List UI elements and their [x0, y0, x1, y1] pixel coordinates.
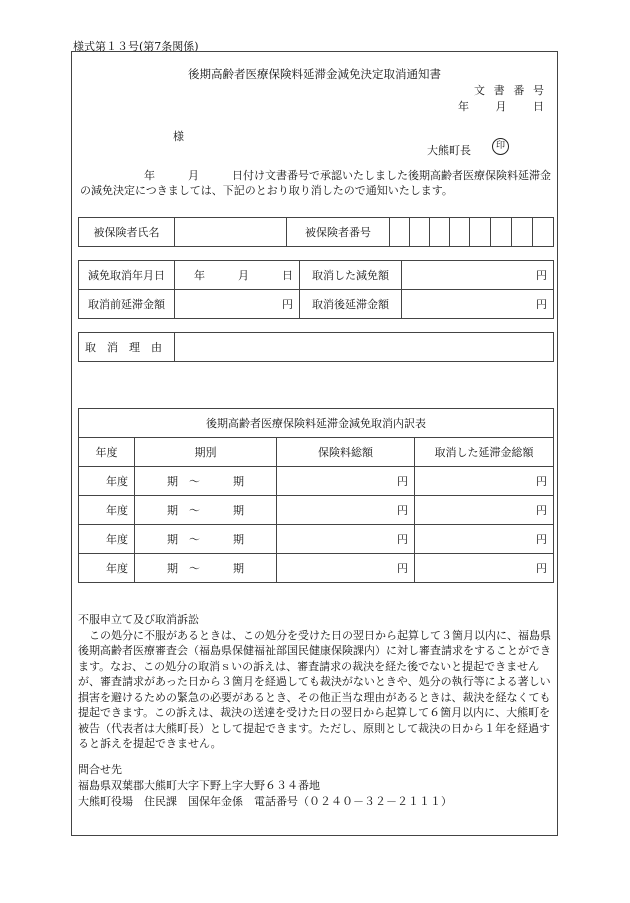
- seal-stamp: 印: [492, 138, 509, 155]
- insured-number-digit[interactable]: [533, 218, 554, 247]
- row-canceled[interactable]: 円: [415, 525, 554, 554]
- breakdown-row: [79, 496, 554, 525]
- appeal-notes: [78, 612, 553, 752]
- row-premium[interactable]: 円: [277, 525, 415, 554]
- row-period[interactable]: 期 ～ 期: [135, 554, 277, 583]
- appeal-body: この処分に不服があるときは、この処分を受けた日の翌日から起算して３箇月以内に、福島県後期高齢者医療審査会（福島県保健福祉部国民健康保険課内）に対し審査請求をすることができます。なお、この処分の取消ｓいの訴えは、審査請求の裁決を経た後でないと提起できませんが、審査請求があった日から３箇月を経過しても裁決がないときや、処分の執行等による著しい損害を避けるための緊急の必要があるとき、その他正当な理由があるときは、裁決を経なくても提起できます。この訴えは、裁決の送達を受けた日の翌日から起算して６箇月以内に、大熊町を被告（代表者は大熊町長）として提起できます。ただし、原則として裁決の日から１年を経過すると訴えを提起できません。: [78, 628, 551, 750]
- addressee-suffix: 様: [173, 130, 184, 143]
- contact-office: 大熊町役場 住民課 国保年金係 電話番号（０２４０－３２－２１１１）: [78, 795, 452, 808]
- breakdown-row: [79, 467, 554, 496]
- insured-number-digit[interactable]: [450, 218, 470, 247]
- breakdown-table: [78, 408, 554, 583]
- contact-address: 福島県双葉郡大熊町大字下野上字大野６３４番地: [78, 779, 320, 792]
- row-premium[interactable]: 円: [277, 496, 415, 525]
- intro-paragraph: 年 月 日付け文書番号で承認いたしました後期高齢者医療保険料延滞金の減免決定につきましては、下記のとおり取り消したので通知いたします。: [80, 169, 551, 197]
- row-premium[interactable]: 円: [277, 467, 415, 496]
- row-canceled[interactable]: 円: [415, 467, 554, 496]
- row-premium[interactable]: 円: [277, 554, 415, 583]
- canceled-amount-field[interactable]: 円: [402, 261, 554, 290]
- form-number: 様式第１３号(第7条関係): [73, 40, 199, 53]
- canceled-amount-label: 取消した減免額: [300, 261, 402, 290]
- document-number: 文 書 番 号: [474, 84, 544, 97]
- cancellation-date-label: 減免取消年月日: [79, 261, 175, 290]
- contact-info: [78, 762, 553, 810]
- row-canceled[interactable]: 円: [415, 496, 554, 525]
- after-amount-label: 取消後延滞金額: [300, 290, 402, 319]
- after-amount-field[interactable]: 円: [402, 290, 554, 319]
- notice-frame: [71, 51, 558, 836]
- insured-table: [78, 217, 554, 247]
- row-fiscal-year[interactable]: 年度: [79, 467, 135, 496]
- insured-number-digit[interactable]: [430, 218, 450, 247]
- cancellation-table: [78, 260, 554, 319]
- before-amount-label: 取消前延滞金額: [79, 290, 175, 319]
- cancellation-date-field[interactable]: 年 月 日: [175, 261, 300, 290]
- header-fiscal-year: 年度: [79, 438, 135, 467]
- row-period[interactable]: 期 ～ 期: [135, 467, 277, 496]
- header-period: 期別: [135, 438, 277, 467]
- row-period[interactable]: 期 ～ 期: [135, 496, 277, 525]
- appeal-heading: 不服申立て及び取消訴訟: [78, 613, 199, 626]
- insured-name-field[interactable]: [175, 218, 287, 247]
- header-premium-total: 保険料総額: [277, 438, 415, 467]
- insured-number-digit[interactable]: [512, 218, 533, 247]
- document-title: 後期高齢者医療保険料延滞金減免決定取消通知書: [188, 67, 441, 81]
- row-fiscal-year[interactable]: 年度: [79, 496, 135, 525]
- reason-field[interactable]: [175, 333, 554, 362]
- insured-number-label: 被保険者番号: [287, 218, 390, 247]
- reason-label: 取消理由: [79, 333, 175, 362]
- insured-number-digit[interactable]: [470, 218, 491, 247]
- row-period[interactable]: 期 ～ 期: [135, 525, 277, 554]
- insured-number-digit[interactable]: [390, 218, 410, 247]
- insured-number-digit[interactable]: [491, 218, 512, 247]
- insured-number-digit[interactable]: [410, 218, 430, 247]
- header-canceled-total: 取消した延滞金総額: [415, 438, 554, 467]
- row-fiscal-year[interactable]: 年度: [79, 525, 135, 554]
- row-fiscal-year[interactable]: 年度: [79, 554, 135, 583]
- document-date: 年 月 日: [458, 100, 544, 113]
- breakdown-row: [79, 525, 554, 554]
- before-amount-field[interactable]: 円: [175, 290, 300, 319]
- contact-heading: 問合せ先: [78, 763, 122, 776]
- issuer-name: 大熊町長: [427, 144, 471, 157]
- row-canceled[interactable]: 円: [415, 554, 554, 583]
- reason-table: [78, 332, 554, 362]
- breakdown-title: 後期高齢者医療保険料延滞金減免取消内訳表: [79, 409, 554, 438]
- breakdown-row: [79, 554, 554, 583]
- insured-name-label: 被保険者氏名: [79, 218, 175, 247]
